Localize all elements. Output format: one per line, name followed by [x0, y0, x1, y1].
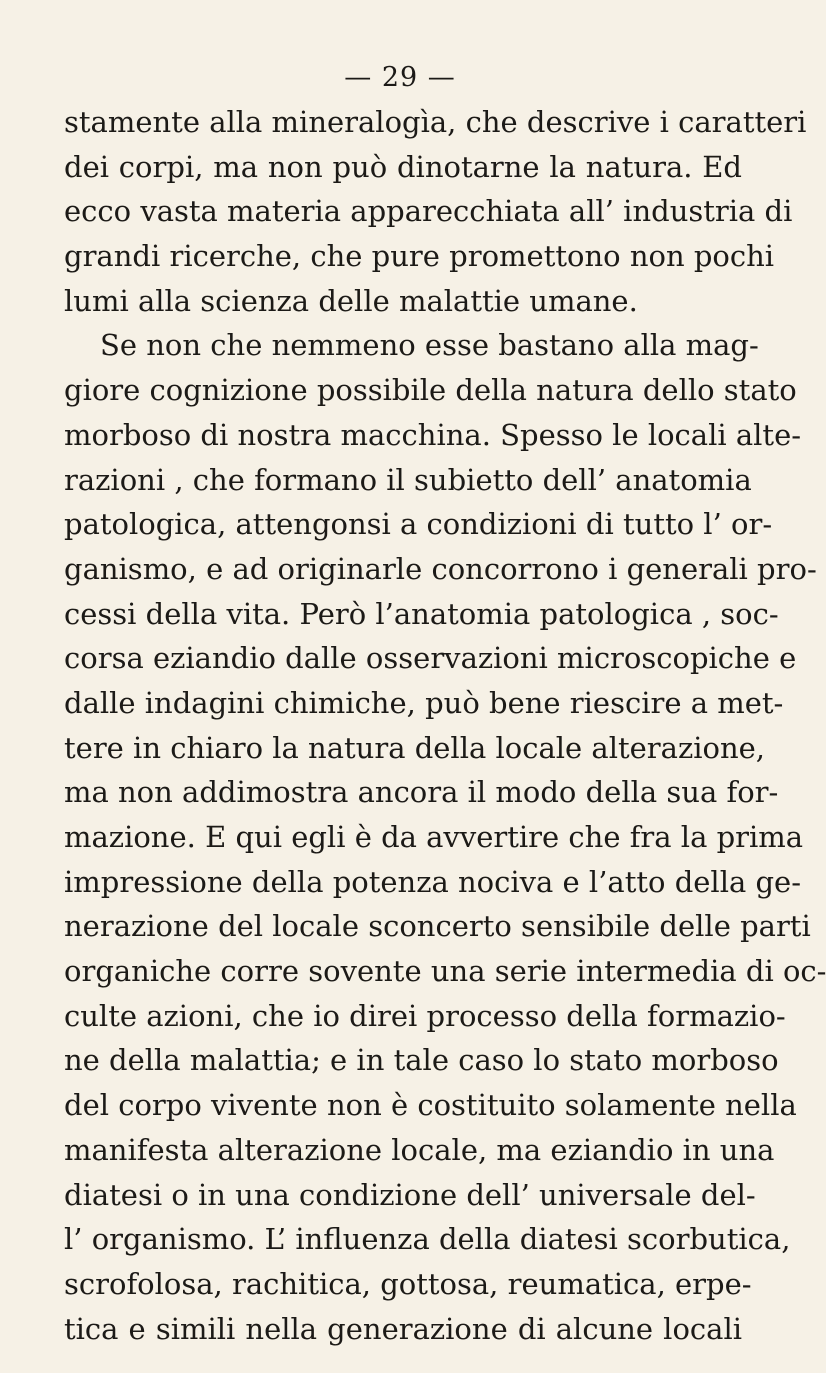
text-line: ecco vasta materia apparecchiata all’ industria di	[64, 194, 793, 229]
text-line: razioni , che formano il subietto dell’ anatomia	[64, 462, 752, 497]
text-line: patologica, attengonsi a condizioni di tutto l’ or-	[64, 507, 773, 542]
text-line-paragraph-start: Se non che nemmeno esse bastano alla mag-	[100, 328, 759, 363]
text-line: ne della malattia; e in tale caso lo stato morboso	[64, 1043, 779, 1078]
text-line: l’ organismo. L’ influenza della diatesi scorbutica,	[64, 1222, 791, 1257]
page-number: — 29 —	[344, 62, 456, 93]
text-line: culte azioni, che io direi processo della formazio-	[64, 998, 786, 1033]
text-line: corsa eziandio dalle osservazioni microscopiche e	[64, 641, 797, 676]
body-text	[64, 100, 826, 1351]
text-line: dei corpi, ma non può dinotarne la natura. Ed	[64, 149, 742, 184]
text-line: ma non addimostra ancora il modo della sua for-	[64, 775, 779, 810]
text-line: mazione. E qui egli è da avvertire che fra la prima	[64, 820, 804, 854]
text-line: stamente alla mineralogìa, che descrive i caratteri	[64, 105, 807, 139]
text-line: morboso di nostra macchina. Spesso le locali alte-	[64, 417, 802, 452]
text-line: scrofolosa, rachitica, gottosa, reumatica, erpe-	[64, 1266, 752, 1301]
text-line: cessi della vita. Però l’anatomia patologica , soc-	[64, 596, 779, 631]
text-line: nerazione del locale sconcerto sensibile delle parti	[64, 909, 811, 944]
text-line: impressione della potenza nociva e l’atto della ge-	[64, 864, 802, 899]
text-line: dalle indagini chimiche, può bene riescire a met-	[64, 685, 784, 720]
text-line: diatesi o in una condizione dell’ universale del-	[64, 1177, 756, 1212]
text-line: giore cognizione possibile della natura dello stato	[64, 373, 797, 408]
text-line: tere in chiaro la natura della locale alterazione,	[64, 730, 766, 765]
text-line: manifesta alterazione locale, ma eziandio in una	[64, 1132, 775, 1167]
text-line: ganismo, e ad originarle concorrono i generali pro-	[64, 551, 817, 586]
text-line: grandi ricerche, che pure promettono non pochi	[64, 239, 775, 274]
text-line: tica e simili nella generazione di alcune locali	[64, 1311, 742, 1346]
text-line-paragraph-end: lumi alla scienza delle malattie umane.	[64, 283, 638, 318]
text-line: del corpo vivente non è costituito solamente nella	[64, 1088, 797, 1123]
text-line: organiche corre sovente una serie intermedia di oc-	[64, 954, 826, 989]
